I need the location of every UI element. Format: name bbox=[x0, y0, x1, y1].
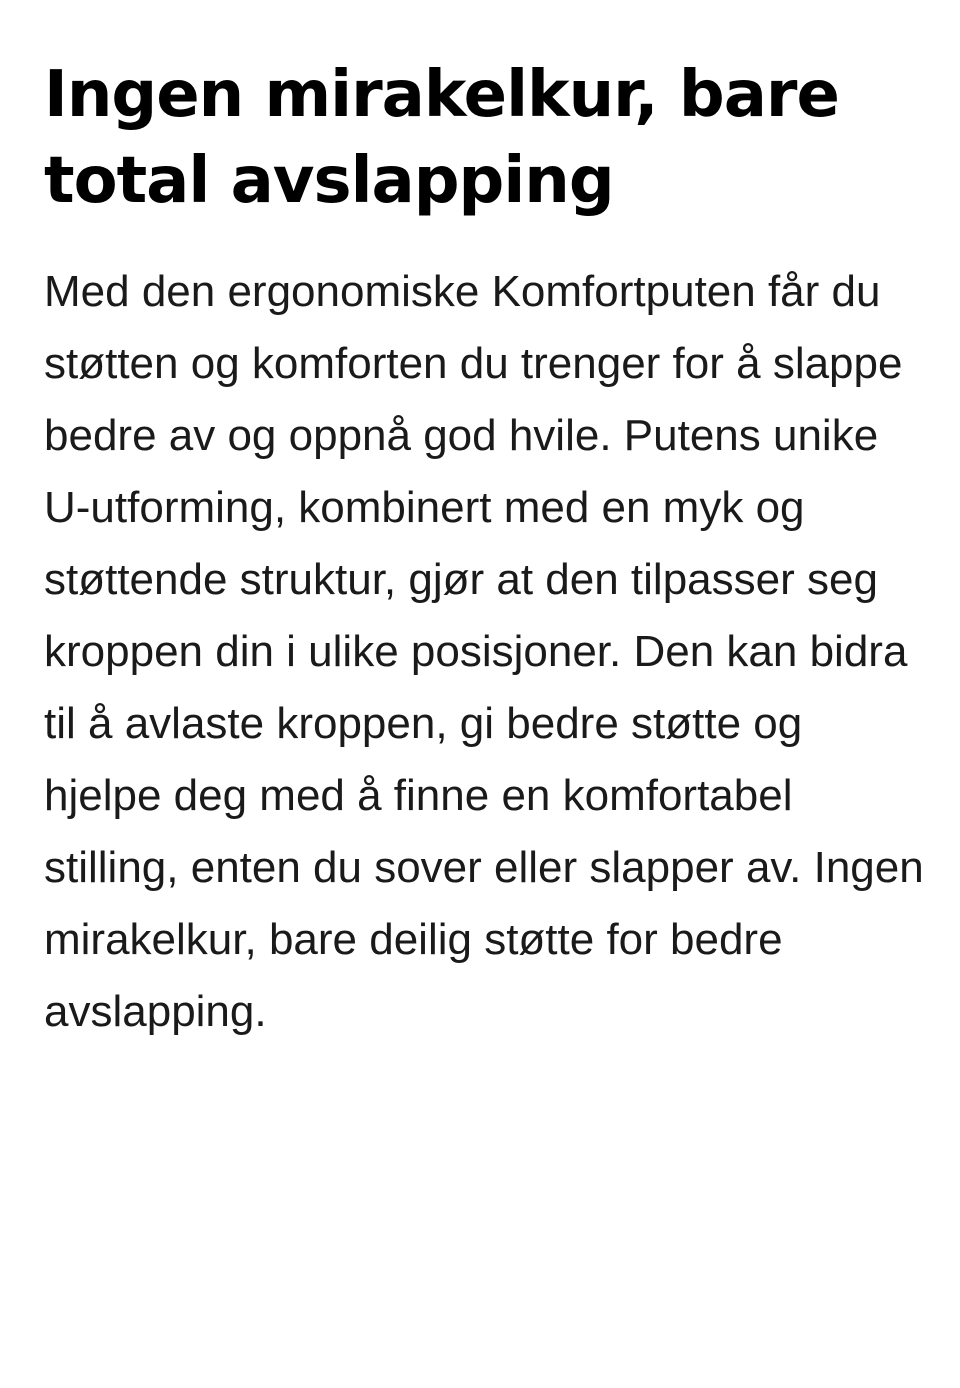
article-section bbox=[44, 52, 924, 1048]
article-body: Med den ergonomiske Komfortputen får du støtten og komforten du trenger for å slappe bedre av og oppnå god hvile. Putens unike U-utforming, kombinert med en myk og støttende struktur, gjør at den tilpasser seg kroppen din i ulike posisjoner. Den kan bidra til å avlaste kroppen, gi bedre støtte og hjelpe deg med å finne en komfortabel stilling, enten du sover eller slapper av. Ingen mirakelkur, bare deilig støtte for bedre avslapping. bbox=[44, 267, 924, 1036]
article-headline: Ingen mirakelkur, bare total avslapping bbox=[44, 58, 839, 218]
